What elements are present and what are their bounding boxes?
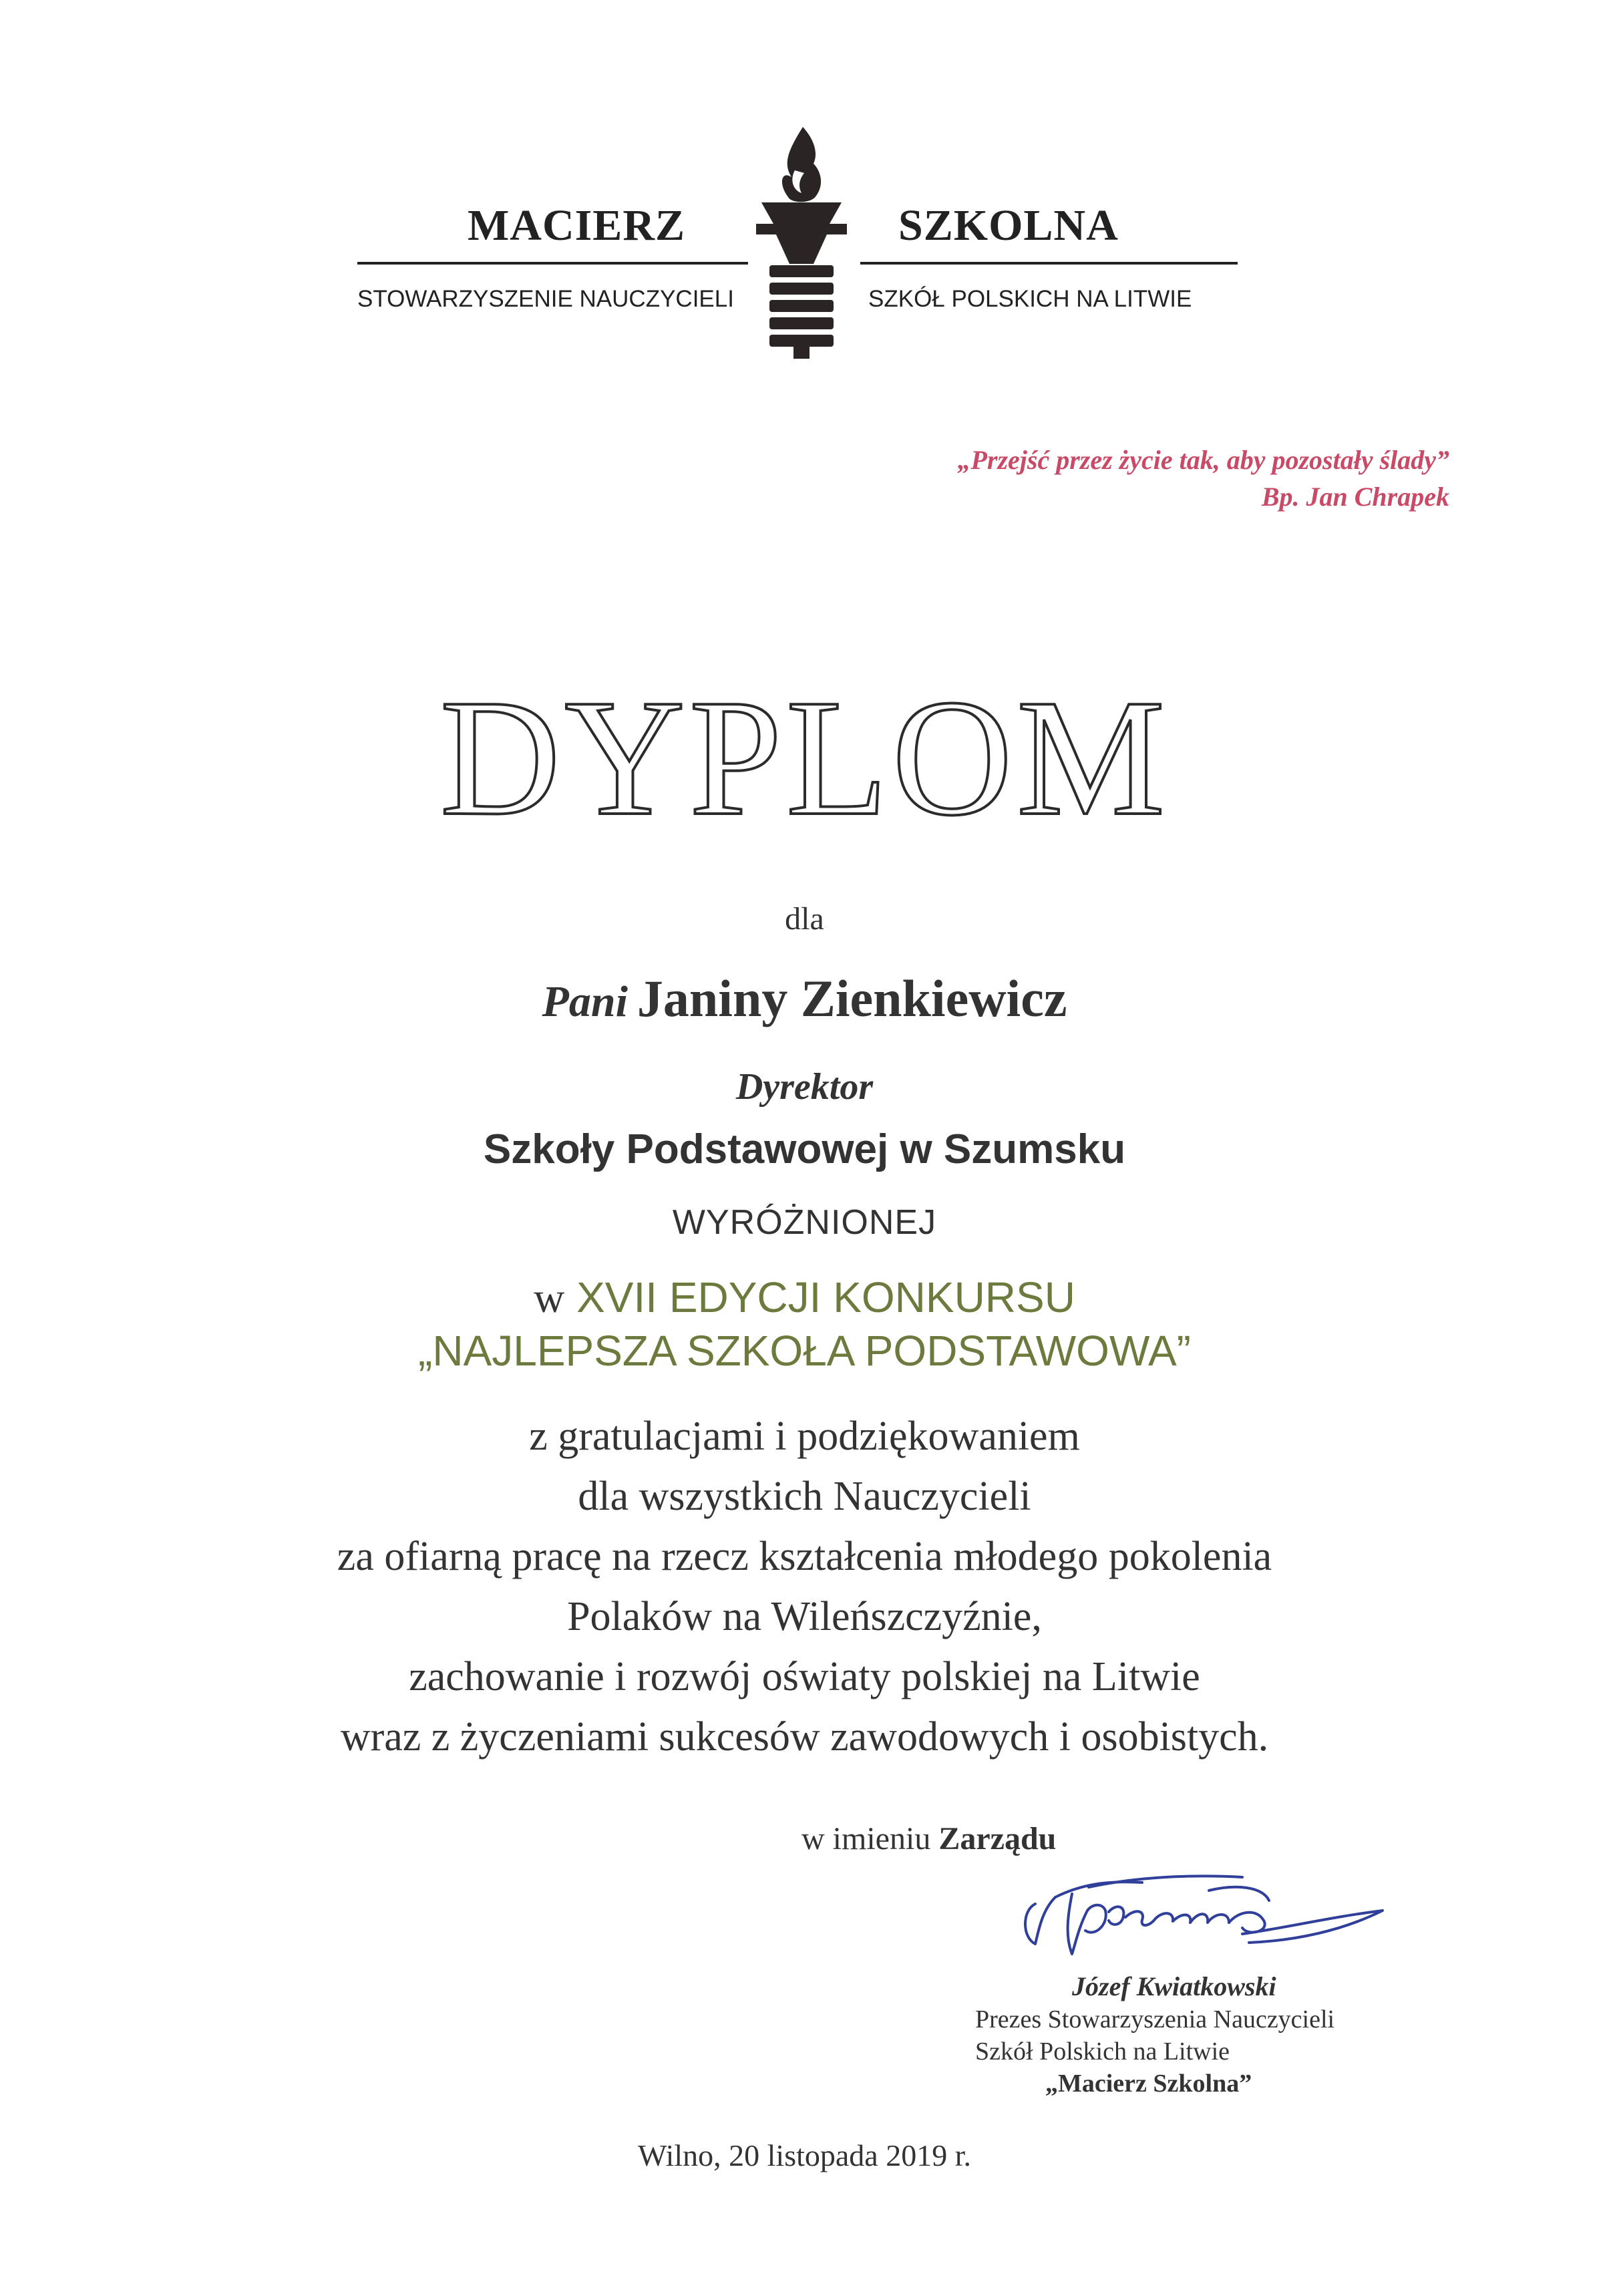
letterhead-left-word: MACIERZ (468, 201, 686, 250)
signer-position-line2: Szkół Polskich na Litwie (975, 2037, 1230, 2066)
body-line: Polaków na Wileńszczyźnie, (567, 1594, 1042, 1639)
torch-emblem-icon (741, 124, 862, 361)
handwritten-signature-icon (1009, 1864, 1396, 1977)
body-line: zachowanie i rozwój oświaty polskiej na Litwie (409, 1654, 1200, 1699)
on-behalf-line (801, 1820, 1056, 1857)
recipient-school: Szkoły Podstawowej w Szumsku (483, 1126, 1126, 1172)
body-line: dla wszystkich Nauczycieli (578, 1474, 1031, 1519)
for-label: dla (785, 901, 824, 937)
board-label: Zarządu (938, 1821, 1057, 1856)
diploma-title: DYPLOM (439, 665, 1170, 850)
letterhead-right-subtitle: SZKÓŁ POLSKICH NA LITWIE (868, 286, 1192, 312)
letterhead-left-subtitle: STOWARZYSZENIE NAUCZYCIELI (357, 286, 734, 312)
letterhead-right-rule (860, 262, 1238, 265)
motto-author: Bp. Jan Chrapek (1261, 482, 1449, 512)
on-behalf-label: w imieniu (801, 1821, 931, 1856)
motto-text: „Przejść przez życie tak, aby pozostały ślady” (957, 445, 1449, 475)
recipient-role: Dyrektor (735, 1066, 874, 1108)
signer-position-line1: Prezes Stowarzyszenia Nauczycieli (975, 2005, 1335, 2033)
letterhead-right-word: SZKOLNA (898, 201, 1119, 250)
body-line: za ofiarną pracę na rzecz kształcenia młodego pokolenia (337, 1534, 1272, 1579)
contest-name: „NAJLEPSZA SZKOŁA PODSTAWOWA” (418, 1327, 1191, 1375)
letterhead-left-rule (357, 262, 748, 265)
organization-name: „Macierz Szkolna” (1045, 2070, 1252, 2098)
distinction-label: WYRÓŻNIONEJ (672, 1203, 937, 1242)
contest-edition: XVII EDYCJI KONKURSU (576, 1273, 1075, 1321)
contest-prefix: w (534, 1274, 565, 1321)
place-and-date: Wilno, 20 listopada 2019 r. (638, 2138, 971, 2172)
body-line: wraz z życzeniami sukcesów zawodowych i osobistych. (340, 1714, 1269, 1760)
contest-edition-line (0, 1273, 1609, 1323)
body-line: z gratulacjami i podziękowaniem (529, 1414, 1080, 1459)
recipient-name: Janiny Zienkiewicz (637, 969, 1067, 1027)
recipient-name-line (0, 969, 1609, 1029)
recipient-honorific: Pani (542, 977, 628, 1026)
signer-name: Józef Kwiatkowski (1072, 1971, 1276, 2001)
